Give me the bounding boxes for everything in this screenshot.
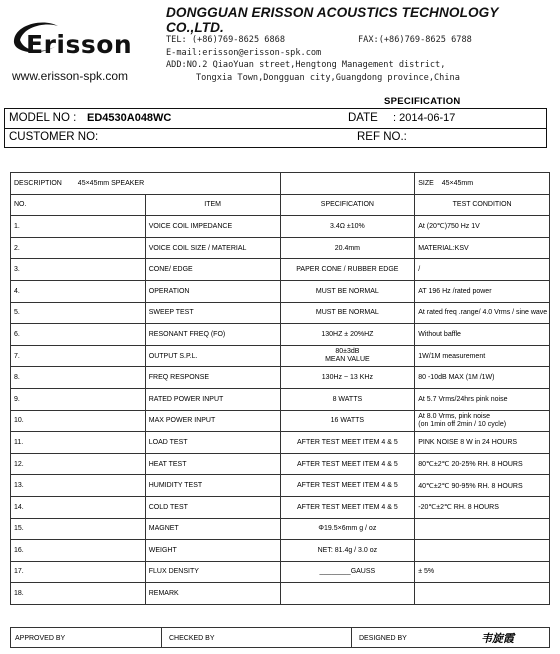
row-item-text: RESONANT FREQ (FO) [148,330,226,338]
row-item [145,475,280,497]
row-spec [280,410,415,432]
row-condition-text: AT 196 Hz /rated power [418,287,492,295]
row-item-text: HEAT TEST [148,460,187,468]
row-item-text: OUTPUT S.P.L. [148,352,198,360]
row-condition [415,259,550,281]
table-row [11,259,550,281]
row-condition-text: PINK NOISE 8 W in 24 HOURS [418,438,518,446]
row-number [11,259,146,281]
customer-label: CUSTOMER NO: [9,131,99,143]
model-value: ED4530A048WC [87,112,172,124]
row-spec [280,432,415,454]
row-spec-text: MUST BE NORMAL [315,287,379,295]
row-spec [280,540,415,562]
size-cell [415,173,550,195]
company-logo [6,8,156,66]
row-spec [280,259,415,281]
row-condition-text: 40℃±2℃ 90-95% RH. 8 HOURS [418,482,523,490]
row-number [11,367,146,389]
table-row [11,302,550,324]
row-spec-text: 130Hz ~ 13 KHz [321,374,373,382]
row-spec [280,216,415,238]
row-spec-text: 8 WATTS [332,395,363,403]
contact-email[interactable]: E-mail:erisson@erisson-spk.com [166,48,322,58]
tel-number: TEL: (+86)769-8625 6868 [166,35,285,45]
header-item: ITEM [145,194,280,216]
row-spec-text: NET: 81.4g / 3.0 oz [317,546,378,554]
row-spec-text-2: MEAN VALUE [325,356,370,364]
row-spec [280,518,415,540]
row-spec-text: MUST BE NORMAL [315,309,379,317]
row-number [11,216,146,238]
row-item-text: VOICE COIL IMPEDANCE [148,222,233,230]
row-number [11,496,146,518]
row-item-text: COLD TEST [148,503,188,511]
header-spec: SPECIFICATION [280,194,415,216]
row-spec [280,237,415,259]
row-number-text: 2. [14,244,20,252]
sig-divider [161,628,162,647]
row-condition [415,518,550,540]
row-item-text: SWEEP TEST [148,309,194,317]
contact-phone-line [166,35,472,45]
row-number-text: 9. [14,395,20,403]
row-item [145,410,280,432]
row-condition-text: 80 -10dB MAX (1M /1W) [418,374,495,382]
row-number-text: 17. [14,568,24,576]
row-item-text: CONE/ EDGE [148,266,193,274]
row-spec [280,388,415,410]
table-row [11,280,550,302]
designer-signature: 韦旋霞 [481,632,514,645]
model-label: MODEL NO : [9,112,77,124]
table-row [11,432,550,454]
website-link[interactable]: www.erisson-spk.com [12,69,129,83]
row-number-text: 3. [14,266,20,274]
row-number [11,388,146,410]
row-condition [415,453,550,475]
row-item-text: WEIGHT [148,546,177,554]
row-item [145,518,280,540]
contact-address-2: Tongxia Town,Dongguan city,Guangdong province,China [196,73,460,83]
row-item [145,216,280,238]
signature-box [10,627,550,648]
row-spec-text: AFTER TEST MEET ITEM 4 & 5 [297,482,398,490]
row-spec-text: AFTER TEST MEET ITEM 4 & 5 [297,460,398,468]
date-value: : 2014-06-17 [393,112,456,124]
row-item-text: RATED POWER INPUT [148,395,224,403]
row-condition-text: Without baffle [418,330,461,338]
date-label: DATE [348,112,378,124]
row-condition [415,496,550,518]
row-condition [415,475,550,497]
row-number-text: 1. [14,222,20,230]
row-condition [415,324,550,346]
row-number [11,561,146,583]
row-item-text: MAX POWER INPUT [148,417,216,425]
row-spec [280,367,415,389]
row-number [11,432,146,454]
size-label: SIZE [418,179,434,187]
row-number [11,280,146,302]
size-value: 45×45mm [441,179,474,187]
row-number-text: 10. [14,417,24,425]
row-number [11,475,146,497]
table-row [11,367,550,389]
row-condition [415,367,550,389]
row-number [11,345,146,367]
row-spec-text: PAPER CONE / RUBBER EDGE [296,266,399,274]
table-row [11,583,550,605]
spec-table [10,172,550,605]
row-spec [280,496,415,518]
description-blank [280,173,415,195]
checked-by-label: CHECKED BY [169,635,215,642]
row-condition [415,216,550,238]
fax-number: FAX:(+86)769-8625 6788 [358,35,472,45]
row-spec [280,475,415,497]
row-number-text: 13. [14,482,24,490]
row-spec-text: ________GAUSS [319,568,376,576]
header-row [11,194,550,216]
row-condition-text-2: (on 1min off 2min / 10 cycle) [418,420,507,428]
row-condition-text: -20℃±2℃ RH. 8 HOURS [418,504,499,512]
row-condition [415,302,550,324]
table-row [11,324,550,346]
row-item [145,561,280,583]
table-row [11,518,550,540]
row-spec-text: 16 WATTS [330,417,365,425]
table-row [11,475,550,497]
row-condition-text: ± 5% [418,568,435,576]
row-spec [280,302,415,324]
contact-address-1: ADD:NO.2 QiaoYuan street,Hengtong Management district, [166,60,446,70]
row-spec [280,280,415,302]
row-number [11,518,146,540]
row-condition-text: At (20℃)750 Hz 1V [418,223,480,231]
row-condition [415,280,550,302]
row-number [11,237,146,259]
row-condition-text: At rated freq .range/ 4.0 Vrms / sine wave [418,309,548,317]
row-condition [415,345,550,367]
row-spec-text: 80±3dB [335,348,360,356]
row-spec [280,583,415,605]
row-condition-text: At 8.0 Vrms, pink noise [418,412,490,420]
row-number-text: 8. [14,374,20,382]
header-condition: TEST CONDITION [415,194,550,216]
row-item-text: MAGNET [148,525,179,533]
row-item [145,367,280,389]
row-number [11,302,146,324]
row-item [145,432,280,454]
row-number [11,410,146,432]
row-number-text: 14. [14,503,24,511]
row-number-text: 15. [14,525,24,533]
table-row [11,496,550,518]
row-spec-text: 3.4Ω ±10% [329,222,365,230]
row-item [145,280,280,302]
row-spec-text: Φ19.5×6mm g / oz [318,525,377,533]
info-box [4,108,547,148]
row-item [145,259,280,281]
row-number [11,583,146,605]
row-item-text: HUMIDITY TEST [148,482,203,490]
row-condition [415,388,550,410]
row-item [145,324,280,346]
description-row [11,173,550,195]
row-item [145,237,280,259]
row-item [145,453,280,475]
row-condition [415,561,550,583]
row-condition [415,432,550,454]
row-condition-text: 80℃±2℃ 20-25% RH. 8 HOURS [418,461,523,469]
row-condition-text: 1W/1M measurement [418,352,486,360]
row-item-text: REMARK [148,590,179,598]
spec-rows [11,216,550,605]
table-row [11,216,550,238]
description-cell [11,173,281,195]
row-spec [280,324,415,346]
row-condition [415,237,550,259]
row-item-text: LOAD TEST [148,438,188,446]
row-number [11,453,146,475]
row-item-text: FREQ RESPONSE [148,374,210,382]
row-condition-text: At 5.7 Vrms/24hrs pink noise [418,395,508,403]
row-spec-text: 130HZ ± 20%HZ [321,330,374,338]
row-item [145,302,280,324]
row-number-text: 16. [14,546,24,554]
row-item [145,540,280,562]
designed-by-label: DESIGNED BY [359,635,407,642]
row-item [145,583,280,605]
row-item-text: FLUX DENSITY [148,568,199,576]
row-item [145,496,280,518]
header-no: NO. [11,194,146,216]
row-condition-text: / [418,266,421,274]
row-number-text: 5. [14,309,20,317]
row-condition-text: MATERIAL:KSV [418,244,469,252]
row-number-text: 6. [14,330,20,338]
document-title: SPECIFICATION [384,96,461,107]
row-spec-text: 20.4mm [334,244,361,252]
approved-by-label: APPROVED BY [15,635,66,642]
company-name: DONGGUAN ERISSON ACOUSTICS TECHNOLOGY CO.,LTD. [166,5,499,35]
row-number-text: 4. [14,287,20,295]
table-row [11,540,550,562]
row-condition [415,583,550,605]
info-divider [5,128,546,129]
logo-wordmark: Erisson [26,30,133,59]
row-number [11,324,146,346]
table-row [11,453,550,475]
row-number [11,540,146,562]
row-condition [415,410,550,432]
row-number-text: 12. [14,460,24,468]
table-row [11,237,550,259]
table-row [11,410,550,432]
description-label: DESCRIPTION [14,179,62,187]
description-value: 45×45mm SPEAKER [77,179,145,187]
table-row [11,561,550,583]
row-item-text: VOICE COIL SIZE / MATERIAL [148,244,247,252]
row-spec [280,561,415,583]
row-spec [280,345,415,367]
row-spec [280,453,415,475]
row-item-text: OPERATION [148,287,190,295]
row-number-text: 18. [14,590,24,598]
row-spec-text: AFTER TEST MEET ITEM 4 & 5 [297,438,398,446]
row-condition [415,540,550,562]
row-number-text: 7. [14,352,20,360]
ref-label: REF NO.: [357,131,407,143]
row-spec-text: AFTER TEST MEET ITEM 4 & 5 [297,503,398,511]
table-row [11,345,550,367]
row-item [145,345,280,367]
row-number-text: 11. [14,438,24,446]
row-item [145,388,280,410]
table-row [11,388,550,410]
sig-divider [351,628,352,647]
